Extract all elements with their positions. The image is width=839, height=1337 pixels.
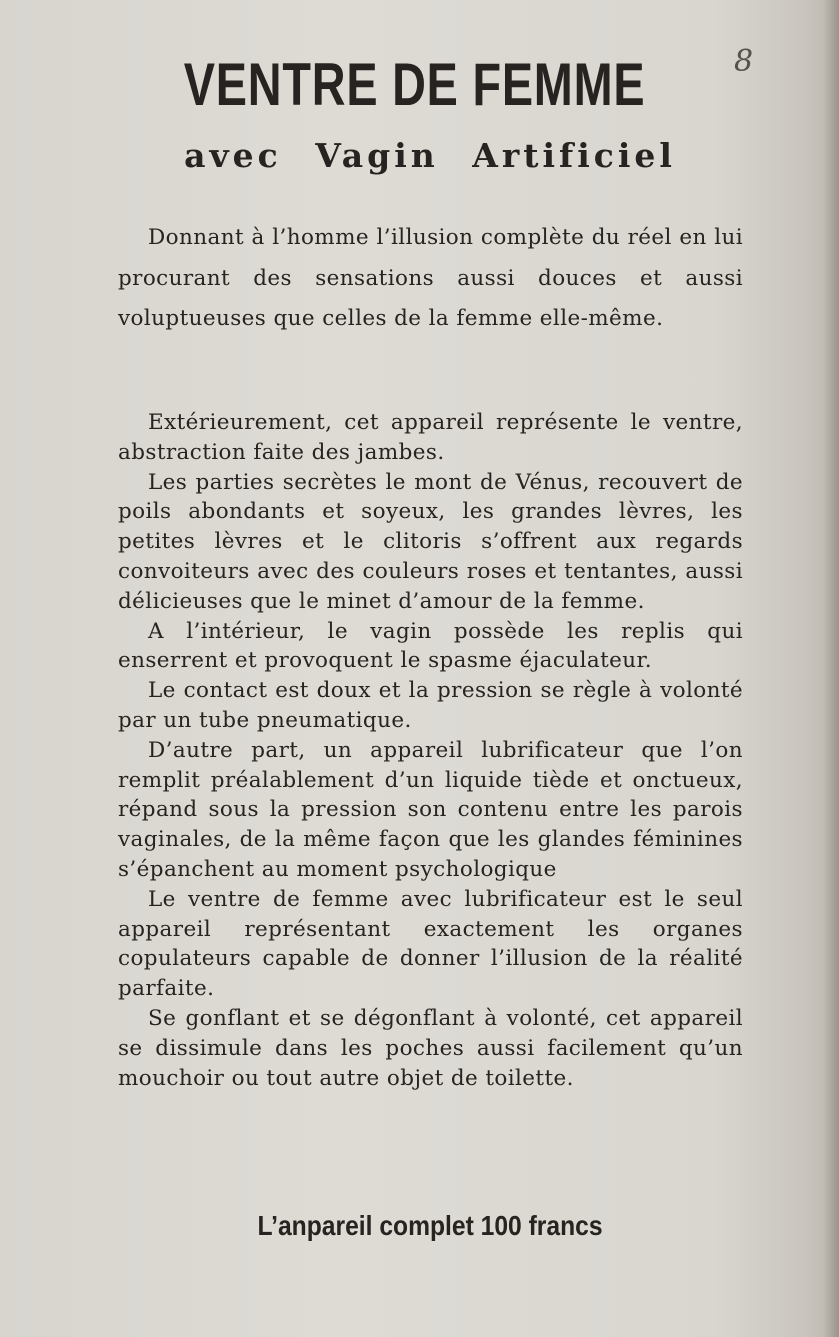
page-edge-shadow: [823, 0, 839, 1337]
paragraph-inflatable: Se gonflant et se dégonflant à volonté, cet appareil se dissimule dans les poches aussi facilement qu’un mouchoir ou tout autre objet de toilette.: [118, 1005, 743, 1091]
page-number: 8: [734, 44, 754, 79]
price-line: L’anpareil complet 100 francs: [257, 1210, 603, 1241]
paragraph-parts: Les parties secrètes le mont de Vénus, recouvert de poils abondants et soyeux, les grandes lèvres, les petites lèvres et le clitoris s’offrent aux regards convoiteurs avec des couleurs roses et tentantes, aussi délicieuses que le minet d’amour de la femme.: [118, 469, 743, 614]
document-subtitle: avec Vagin Artificiel: [184, 136, 676, 175]
document-title: VENTRE DE FEMME: [183, 51, 646, 118]
intro-section: [118, 218, 743, 340]
paragraph-exterior: Extérieurement, cet appareil représente le ventre, abstraction faite des jambes.: [118, 410, 743, 465]
paragraph-unique: Le ventre de femme avec lubrificateur est le seul appareil représentant exactement les organes copulateurs capable de donner l’illusion de la réalité parfaite.: [118, 886, 743, 1002]
paragraph-interior: A l’intérieur, le vagin possède les replis qui enserrent et provoquent le spasme éjaculateur.: [118, 618, 743, 674]
paragraph-contact: Le contact est doux et la pression se règle à volonté par un tube pneumatique.: [118, 678, 743, 733]
paragraph-lubricator: D’autre part, un appareil lubrificateur que l’on remplit préalablement d’un liquide tiède et onctueux, répand sous la pression son contenu entre les parois vaginales, de la même façon que les glandes féminines s’épanchent au moment psychologique: [118, 737, 743, 882]
description-section: [118, 408, 743, 1093]
intro-paragraph: Donnant à l’homme l’illusion complète du réel en lui procurant des sensations aussi douces et aussi voluptueuses que celles de la femme elle-même.: [118, 225, 743, 331]
